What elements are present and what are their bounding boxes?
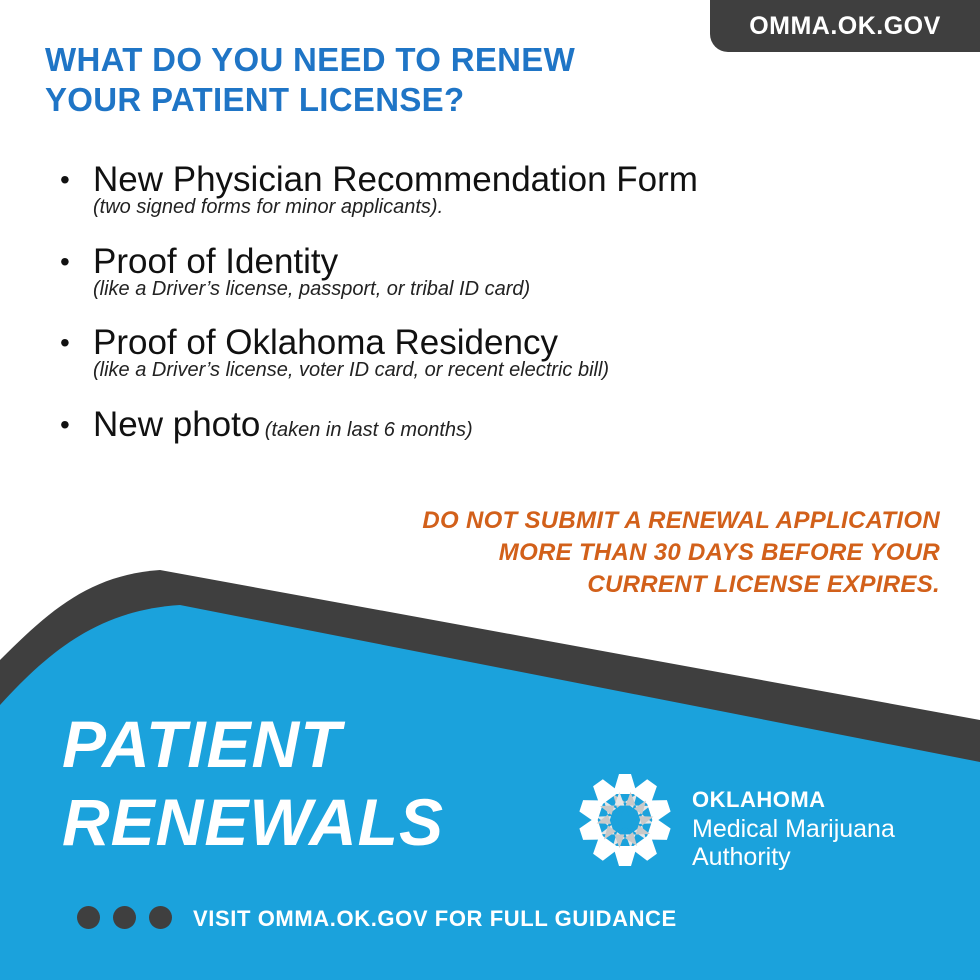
- warning-line-2: MORE THAN 30 DAYS BEFORE YOUR: [498, 539, 940, 566]
- guidance-link[interactable]: VISIT OMMA.OK.GOV FOR FULL GUIDANCE: [193, 906, 677, 931]
- bullet-icon: •: [60, 246, 70, 277]
- title-line-1: PATIENT: [62, 707, 342, 781]
- dot: [149, 906, 172, 929]
- bullet-icon: •: [60, 164, 70, 195]
- requirement-label: New Physician Recommendation Form: [93, 160, 698, 199]
- requirement-label: Proof of Identity: [93, 242, 339, 281]
- requirement-physician-form: [60, 158, 698, 218]
- org-line-1: OKLAHOMA: [692, 787, 826, 812]
- bullet-icon: •: [60, 409, 70, 440]
- dot: [113, 906, 136, 929]
- bullet-icon: •: [60, 327, 70, 358]
- requirement-label: Proof of Oklahoma Residency: [93, 323, 558, 362]
- page-heading: [45, 40, 685, 120]
- renewal-warning: [320, 505, 940, 601]
- banner-title: [62, 705, 444, 861]
- requirement-proof-of-residency: [60, 321, 609, 381]
- requirement-proof-of-identity: [60, 240, 530, 300]
- requirement-new-photo: [60, 403, 473, 447]
- org-line-2: Medical Marijuana: [692, 815, 895, 843]
- star-seal-icon: [575, 770, 675, 870]
- title-line-2: RENEWALS: [62, 785, 445, 859]
- heading-line-2: YOUR PATIENT LICENSE?: [45, 81, 465, 118]
- requirement-label: New photo: [93, 405, 261, 444]
- website-url-tab[interactable]: OMMA.OK.GOV: [710, 0, 980, 52]
- heading-line-1: WHAT DO YOU NEED TO RENEW: [45, 41, 576, 78]
- requirement-note: (two signed forms for minor applicants).: [93, 196, 444, 218]
- dot: [77, 906, 100, 929]
- ellipsis-dots-icon: [77, 906, 172, 929]
- warning-line-3: CURRENT LICENSE EXPIRES.: [587, 571, 940, 598]
- requirement-note: (taken in last 6 months): [264, 419, 473, 441]
- requirement-note: (like a Driver’s license, passport, or tribal ID card): [93, 278, 531, 300]
- warning-line-1: DO NOT SUBMIT A RENEWAL APPLICATION: [422, 507, 940, 534]
- organization-name: [692, 785, 895, 871]
- requirement-note: (like a Driver’s license, voter ID card, or recent electric bill): [93, 359, 610, 381]
- org-line-3: Authority: [692, 843, 791, 871]
